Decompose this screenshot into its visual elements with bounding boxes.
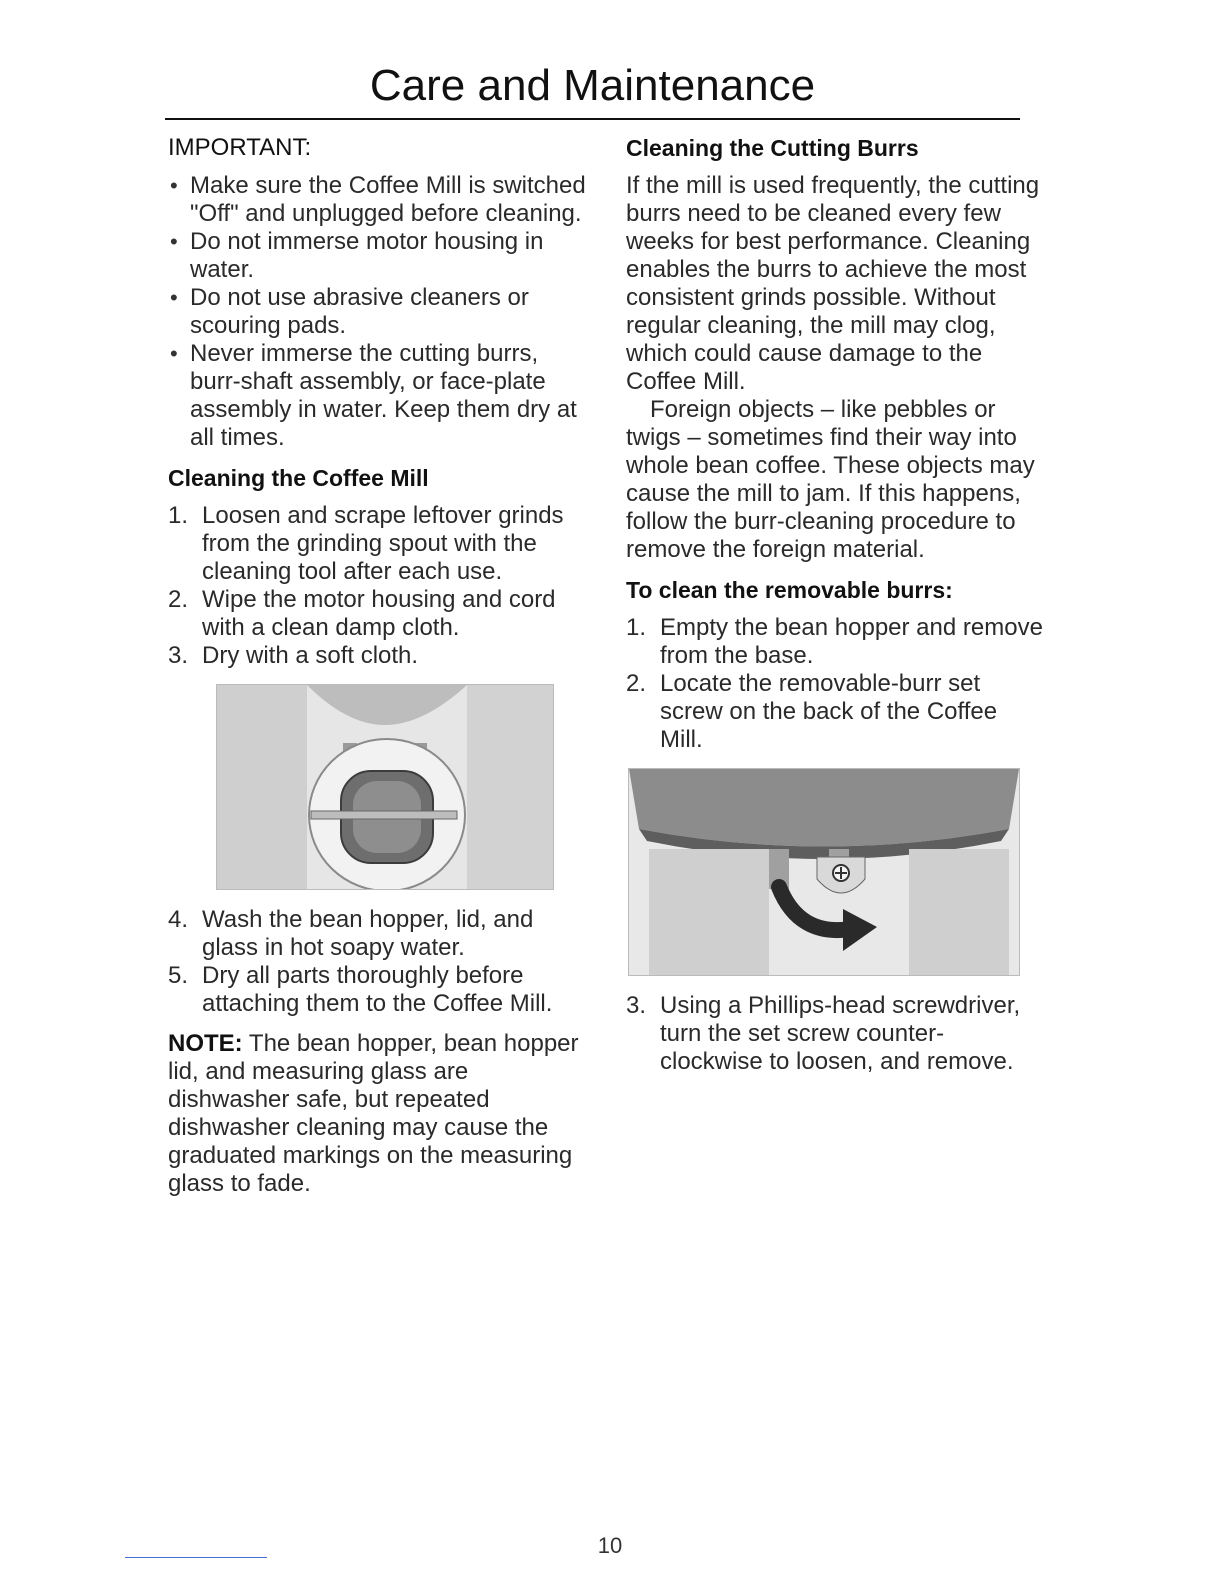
step-number: 5. [168, 962, 189, 989]
removable-burrs-steps-list-continued [626, 992, 1046, 1076]
note-text: The bean hopper, bean hopper lid, and measuring glass are dishwasher safe, but repeated dishwasher cleaning may cause the graduated markings on the measuring glass to fade. [168, 1030, 579, 1197]
important-item: • Do not use abrasive cleaners or scouring pads. [168, 284, 588, 340]
cleaning-steps-list [168, 502, 588, 670]
step-text: Dry with a soft cloth. [202, 642, 419, 669]
grinding-spout-illustration [216, 684, 554, 890]
cutting-burrs-heading: Cleaning the Cutting Burrs [626, 135, 919, 161]
page-number: 10 [597, 1533, 623, 1558]
step-text: Wash the bean hopper, lid, and glass in hot soapy water. [202, 906, 534, 961]
step-text: Loosen and scrape leftover grinds from the grinding spout with the cleaning tool after each use. [202, 502, 564, 585]
important-item: • Never immerse the cutting burrs, burr-shaft assembly, or face-plate assembly in water. Keep them dry at all times. [168, 340, 588, 452]
note-label: NOTE: [168, 1030, 243, 1057]
step-number: 1. [626, 614, 647, 641]
step-text: Wipe the motor housing and cord with a clean damp cloth. [202, 586, 556, 641]
step-item [168, 962, 588, 1018]
cutting-burrs-paragraph: If the mill is used frequently, the cutting burrs need to be cleaned every few weeks for best performance. Cleaning enables the burrs to achieve the most consistent grinds possible. Without regular cleaning, the mill may clog, which could cause damage to the Coffee Mill. [626, 172, 1040, 395]
foreign-objects-paragraph: Foreign objects – like pebbles or twigs – sometimes find their way into whole bean coffee. These objects may cause the mill to jam. If this happens, follow the burr-cleaning procedure to remove the foreign material. [626, 396, 1035, 563]
step-item [168, 642, 588, 670]
step-text: Using a Phillips-head screwdriver, turn the set screw counter-clockwise to loosen, and remove. [660, 992, 1021, 1075]
step-number: 2. [168, 586, 189, 613]
important-heading: IMPORTANT: [168, 134, 312, 161]
cleaning-mill-heading: Cleaning the Coffee Mill [168, 465, 429, 491]
note-paragraph [168, 1030, 588, 1198]
step-item [626, 992, 1046, 1076]
footer-divider [125, 1557, 267, 1558]
step-number: 2. [626, 670, 647, 697]
grinding-spout-drawing [217, 685, 553, 889]
right-column [626, 130, 1046, 1088]
step-number: 1. [168, 502, 189, 529]
set-screw-illustration [628, 768, 1020, 976]
removable-burrs-steps-list [626, 614, 1046, 754]
step-item [626, 614, 1046, 670]
step-number: 3. [168, 642, 189, 669]
step-item [626, 670, 1046, 754]
important-item: • Do not immerse motor housing in water. [168, 228, 588, 284]
left-column [168, 130, 588, 1198]
cleaning-steps-list-continued [168, 906, 588, 1018]
step-text: Dry all parts thoroughly before attaching them to the Coffee Mill. [202, 962, 553, 1017]
step-number: 3. [626, 992, 647, 1019]
step-item [168, 906, 588, 962]
step-number: 4. [168, 906, 189, 933]
removable-burrs-heading: To clean the removable burrs: [626, 577, 953, 603]
step-item [168, 586, 588, 642]
title-divider [165, 118, 1020, 120]
set-screw-drawing [629, 769, 1019, 975]
step-text: Locate the removable-burr set screw on the back of the Coffee Mill. [660, 670, 998, 753]
page-title: Care and Maintenance [369, 61, 816, 110]
important-item: • Make sure the Coffee Mill is switched "Off" and unplugged before cleaning. [168, 172, 588, 228]
step-text: Empty the bean hopper and remove from the base. [660, 614, 1043, 669]
step-item [168, 502, 588, 586]
important-list [168, 172, 588, 452]
